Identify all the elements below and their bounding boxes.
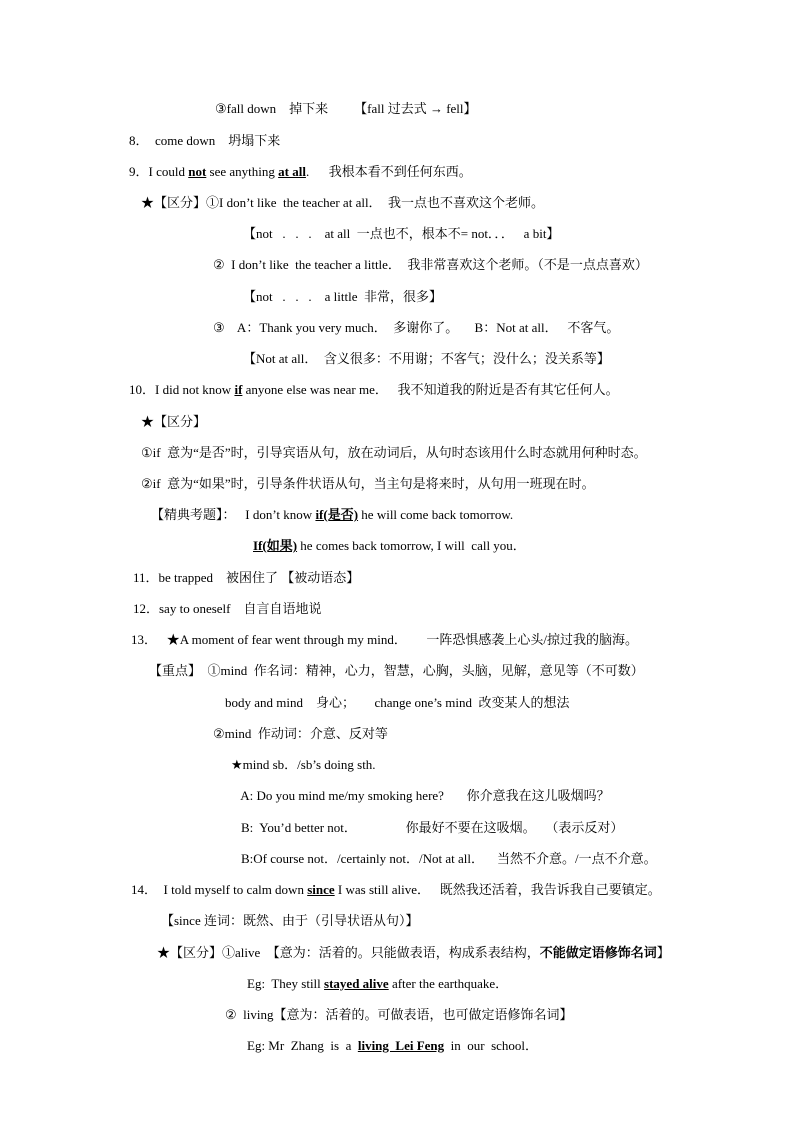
if-whether-rule: ①if 意为“是否”时，引导宾语从句，放在动词后，从句时态该用什么时态就用何种时态。 xyxy=(141,445,647,460)
distinguish-living: ② living【意为：活着的。可做表语，也可做定语修饰名词】 xyxy=(225,1007,573,1022)
mind-verb: ②mind 作动词：介意、反对等 xyxy=(213,726,388,741)
note-since: 【since 连词：既然、由于（引导状语从句）】 xyxy=(161,913,419,928)
mind-example-a: A: Do you mind me/my smoking here? 你介意我在这儿吸烟吗？ xyxy=(240,788,610,803)
classic-exam-question: 【精典考题】： I don’t know if(是否) he will come back tomorrow. xyxy=(151,507,514,522)
mind-example-b2: B:Of course not．/certainly not．/Not at all． 当然不介意。/一点不介意。 xyxy=(241,851,657,866)
item-9: 9．I could not see anything at all. 我根本看不到任何东西。 xyxy=(129,164,472,179)
item-10: 10．I did not know if anyone else was near me． 我不知道我的附近是否有其它任何人。 xyxy=(129,382,619,397)
mind-pattern: ★mind sb．/sb’s doing sth. xyxy=(231,757,376,772)
mind-phrases: body and mind 身心； change one’s mind 改变某人的想法 xyxy=(225,695,570,710)
item-13: 13． ★A moment of fear went through my mind． 一阵恐惧感袭上心头/掠过我的脑海。 xyxy=(131,632,638,647)
distinguish-a-little: ② I don’t like the teacher a little． 我非常喜欢这个老师。（不是一点点喜欢） xyxy=(213,257,648,272)
dialogue-not-at-all: ③ A：Thank you very much． 多谢你了。 B：Not at all． 不客气。 xyxy=(213,320,620,335)
item-8: 8． come down 坍塌下来 xyxy=(129,133,281,148)
distinguish-alive: ★【区分】①alive 【意为：活着的。只能做表语，构成系表结构，不能做定语修饰名词】 xyxy=(157,945,670,960)
distinguish-if-heading: ★【区分】 xyxy=(141,414,207,429)
note-not-a-little: 【not . . . a little 非常，很多】 xyxy=(243,289,442,304)
item-12: 12．say to oneself 自言自语地说 xyxy=(133,601,322,616)
example-living: Eg: Mr Zhang is a living Lei Feng in our school． xyxy=(247,1038,539,1053)
mind-example-b1: B: You’d better not． 你最好不要在这吸烟。 （表示反对） xyxy=(241,820,624,835)
classic-exam-answer: If(如果) he comes back tomorrow, I will call you． xyxy=(253,538,526,553)
distinguish-at-all: ★【区分】①I don’t like the teacher at all． 我一点也不喜欢这个老师。 xyxy=(141,195,545,210)
if-condition-rule: ②if 意为“如果”时，引导条件状语从句，当主句是将来时，从句用一班现在时。 xyxy=(141,476,595,491)
item-14: 14． I told myself to calm down since I was still alive． 既然我还活着，我告诉我自己要镇定。 xyxy=(131,882,661,897)
item-11: 11．be trapped 被困住了 【被动语态】 xyxy=(133,570,360,585)
note-not-at-all: 【not . . . at all 一点也不，根本不= not．．． a bit】 xyxy=(243,226,560,241)
key-point-mind-noun: 【重点】 ①mind 作名词：精神，心力，智慧，心胸，头脑，见解，意见等（不可数） xyxy=(149,663,644,678)
phrase-fall-down: ③fall down 掉下来 【fall 过去式 → fell】 xyxy=(215,101,477,116)
note-not-at-all-meanings: 【Not at all． 含义很多：不用谢；不客气；没什么；没关系等】 xyxy=(243,351,610,366)
example-alive: Eg: They still stayed alive after the earthquake． xyxy=(247,976,509,991)
